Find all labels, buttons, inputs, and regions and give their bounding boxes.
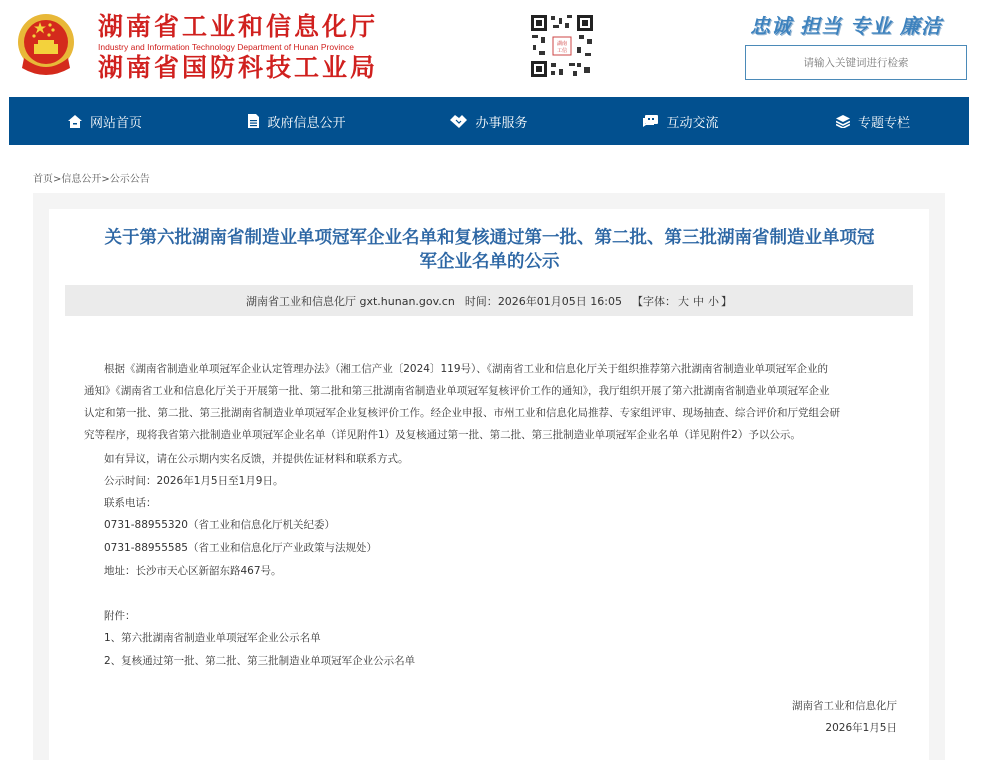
svg-text:工信: 工信 — [556, 48, 568, 54]
slogan-word: 担当 — [800, 14, 842, 38]
nav-item-topics[interactable] — [777, 97, 969, 145]
font-size-medium-button[interactable]: 中 — [693, 294, 704, 308]
site-header — [0, 0, 993, 96]
document-icon — [248, 114, 259, 128]
contact-phone: 0731-88955320（省工业和信息化厅机关纪委） — [104, 519, 335, 531]
attachment-link-2[interactable]: 2、复核通过第一批、第二批、第三批制造业单项冠军企业公示名单 — [104, 655, 416, 667]
nav-item-home[interactable] — [9, 97, 201, 145]
article-title-line: 关于第六批湖南省制造业单项冠军企业名单和复核通过第一批、第二批、第三批湖南省制造业单项冠 — [104, 228, 875, 248]
breadcrumb-home[interactable]: 首页 — [33, 174, 53, 185]
nav-item-services[interactable] — [393, 97, 585, 145]
layers-icon — [836, 115, 850, 128]
chat-icon — [643, 115, 658, 128]
org-name-block — [98, 12, 378, 83]
paragraph-line: 根据《湖南省制造业单项冠军企业认定管理办法》（湘工信产业〔2024〕119号）、《湖南省工业和信息化厅关于组织推荐第六批湖南省制造业单项冠军企业的 — [104, 363, 829, 375]
slogan-word: 专业 — [850, 14, 892, 38]
time-label: 时间： — [464, 294, 498, 308]
national-emblem-icon — [16, 12, 76, 78]
slogan-word: 廉洁 — [900, 14, 942, 38]
org-name-en: Industry and Information Technology Department of Hunan Province — [98, 42, 354, 52]
objection-note: 如有异议，请在公示期内实名反馈，并提供佐证材料和联系方式。 — [104, 453, 409, 465]
breadcrumb-separator: > — [53, 174, 62, 185]
nav-item-label: 政府信息公开 — [267, 115, 346, 131]
svg-text:湖南: 湖南 — [556, 41, 568, 47]
slogan-word: 忠诚 — [750, 14, 792, 38]
contact-address: 地址：长沙市天心区新韶东路467号。 — [104, 565, 282, 577]
paragraph-line: 通知》《湖南省工业和信息化厅关于开展第一批、第二批和第三批湖南省制造业单项冠军复核评价工作的通知》，我厅组织开展了第六批湖南省制造业单项冠军企业 — [84, 385, 830, 397]
font-size-small-button[interactable]: 小 — [708, 294, 719, 308]
time-value: 2026年01月05日 16:05 — [497, 294, 622, 308]
nav-item-label: 专题专栏 — [857, 115, 910, 131]
nav-item-label: 互动交流 — [666, 115, 719, 131]
font-size-control — [632, 293, 732, 309]
qr-code-icon — [529, 13, 595, 79]
font-size-large-button[interactable]: 大 — [678, 294, 689, 308]
font-size-bracket: 】 — [721, 294, 732, 308]
font-size-label: 【字体： — [632, 294, 676, 308]
publicity-period: 公示时间：2026年1月5日至1月9日。 — [104, 475, 284, 487]
article-time — [465, 293, 622, 309]
breadcrumb — [33, 170, 150, 185]
org-name-cn-secondary: 湖南省国防科技工业局 — [98, 53, 379, 82]
article-title — [62, 226, 917, 274]
signature-date: 2026年1月5日 — [825, 722, 897, 734]
attachments-label: 附件： — [104, 610, 136, 622]
contact-phone: 0731-88955585（省工业和信息化厅产业政策与法规处） — [104, 542, 377, 554]
nav-item-label: 网站首页 — [89, 115, 142, 131]
breadcrumb-separator: > — [101, 174, 110, 185]
home-icon — [68, 115, 82, 128]
nav-item-label: 办事服务 — [475, 115, 528, 131]
main-nav — [9, 97, 969, 145]
slogan — [750, 10, 970, 39]
signature-org: 湖南省工业和信息化厅 — [792, 700, 897, 712]
paragraph-line: 究等程序，现将我省第六批制造业单项冠军企业名单（详见附件1）及复核通过第一批、第二批、第三批制造业单项冠军企业名单（详见附件2）予以公示。 — [84, 429, 801, 441]
paragraph-line: 认定和第一批、第二批、第三批湖南省制造业单项冠军企业复核评价工作。经企业申报、市州工业和信息化局推荐、专家组评审、现场抽查、综合评价和厅党组会研 — [84, 407, 840, 419]
contact-label: 联系电话： — [104, 497, 157, 509]
article-source: 湖南省工业和信息化厅 gxt.hunan.gov.cn — [246, 294, 455, 308]
article-title-line: 军企业名单的公示 — [419, 252, 560, 272]
handshake-icon — [450, 115, 467, 128]
article-meta-bar — [65, 285, 913, 316]
breadcrumb-announcements[interactable]: 公示公告 — [109, 174, 150, 185]
nav-item-interaction[interactable] — [585, 97, 777, 145]
org-name-cn-primary: 湖南省工业和信息化厅 — [98, 12, 379, 41]
attachment-link-1[interactable]: 1、第六批湖南省制造业单项冠军企业公示名单 — [104, 632, 321, 644]
search-placeholder: 请输入关键词进行检索 — [803, 57, 909, 69]
breadcrumb-info-public[interactable]: 信息公开 — [61, 174, 102, 185]
search-input[interactable] — [745, 45, 967, 80]
nav-item-gov-info[interactable] — [201, 97, 393, 145]
